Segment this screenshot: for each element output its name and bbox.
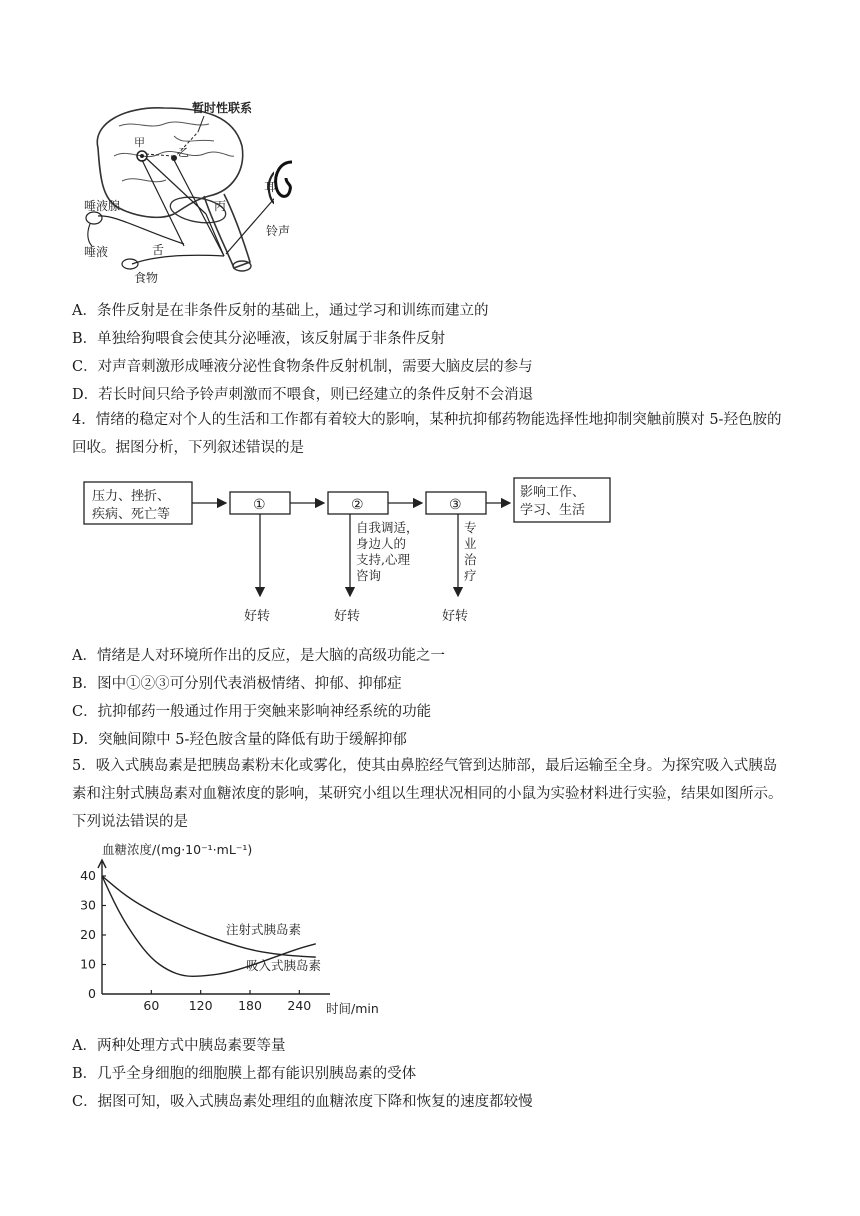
y-tick-label: 0: [88, 986, 96, 1001]
label-bell: 铃声: [266, 224, 291, 238]
q4-stem: 4．情绪的稳定对个人的生活和工作都有着较大的影响，某种抗抑郁药物能选择性地抑制突触前膜对 5-羟色胺的回收。据图分析，下列叙述错误的是: [72, 412, 782, 456]
flow-box-3-label: ③: [449, 497, 462, 513]
x-tick-label: 60: [143, 998, 160, 1013]
q4-option-c: C．抗抑郁药一般通过作用于突触来影响神经系统的功能: [72, 704, 432, 720]
series-line-1: [102, 876, 316, 957]
tongue-shape: [122, 259, 138, 269]
glucose-chart: [70, 838, 400, 1022]
better-label-2: 好转: [334, 609, 361, 624]
q5-option-c: C．据图可知，吸入式胰岛素处理组的血糖浓度下降和恢复的速度都较慢: [72, 1094, 533, 1110]
intervention3-char1: 专: [464, 520, 477, 535]
intervention2-line4: 咨询: [356, 568, 382, 583]
flow-input-line2: 疾病、死亡等: [92, 507, 171, 522]
flow-output-line1: 影响工作、: [520, 485, 586, 500]
series-label-2: 吸入式胰岛素: [246, 958, 322, 973]
chart-xlabel: 时间/min: [326, 1001, 379, 1016]
q3-option-a: A．条件反射是在非条件反射的基础上，通过学习和训练而建立的: [72, 303, 489, 319]
better-label-3: 好转: [442, 609, 469, 624]
reflex-diagram: [74, 96, 277, 292]
x-tick-label: 240: [287, 998, 312, 1013]
salivary-gland-shape: [86, 212, 102, 224]
flow-box-1-label: ①: [253, 497, 266, 513]
intervention2-line2: 身边人的: [356, 536, 407, 551]
label-ear: 耳: [264, 180, 277, 194]
q5-option-b: B．几乎全身细胞的细胞膜上都有能识别胰岛素的受体: [72, 1066, 417, 1082]
q4-option-d: D．突触间隙中 5-羟色胺含量的降低有助于缓解抑郁: [72, 732, 407, 748]
intervention3-char3: 治: [464, 552, 477, 567]
label-temp-link: 暂时性联系: [192, 101, 253, 115]
q5-stem: 5．吸入式胰岛素是把胰岛素粉末化或雾化，使其由鼻腔经气管到达肺部，最后运输至全身。为探究吸入式胰岛素和注射式胰岛素对血糖浓度的影响，某研究小组以生理状况相同的小鼠为实验材料进行实验，结果如图所示。下列说法错误的是: [72, 758, 783, 830]
chart-ylabel: 血糖浓度/(mg·10⁻¹·mL⁻¹): [102, 842, 253, 857]
x-tick-label: 120: [188, 998, 213, 1013]
x-tick-label: 180: [238, 998, 262, 1013]
intervention3-char2: 业: [464, 536, 477, 551]
q3-option-b: B．单独给狗喂食会使其分泌唾液，该反射属于非条件反射: [72, 331, 446, 347]
emotion-flow-diagram: [80, 470, 620, 630]
ear-icon: [262, 158, 302, 218]
label-yi: 乙: [178, 146, 189, 159]
intervention3-char4: 疗: [464, 568, 477, 583]
intervention2-line3: 支持,心理: [356, 552, 410, 567]
q4-option-b: B．图中①②③可分别代表消极情绪、抑郁、抑郁症: [72, 676, 402, 692]
y-tick-label: 20: [80, 927, 96, 942]
q5-option-a: A．两种处理方式中胰岛素要等量: [72, 1038, 286, 1054]
flow-input-line1: 压力、挫折、: [92, 489, 171, 504]
label-salivary-gland: 唾液腺: [84, 199, 121, 213]
q4-option-a: A．情绪是人对环境所作出的反应，是大脑的高级功能之一: [72, 648, 445, 664]
label-saliva: 唾液: [84, 245, 109, 259]
label-jia: 甲: [134, 136, 145, 149]
q3-option-d: D．若长时间只给予铃声刺激而不喂食，则已经建立的条件反射不会消退: [72, 387, 534, 403]
label-tongue: 舌: [152, 243, 165, 257]
q3-option-c: C．对声音刺激形成唾液分泌性食物条件反射机制，需要大脑皮层的参与: [72, 359, 533, 375]
series-label-1: 注射式胰岛素: [226, 922, 302, 937]
y-tick-label: 30: [80, 897, 96, 913]
y-tick-label: 40: [80, 868, 96, 883]
better-label-1: 好转: [244, 609, 271, 624]
label-food: 食物: [134, 271, 159, 285]
flow-box-2-label: ②: [351, 497, 364, 513]
label-bing: 丙: [214, 199, 227, 213]
intervention2-line1: 自我调适，: [356, 520, 419, 535]
flow-output-line2: 学习、生活: [520, 503, 586, 518]
y-tick-label: 10: [80, 956, 96, 972]
